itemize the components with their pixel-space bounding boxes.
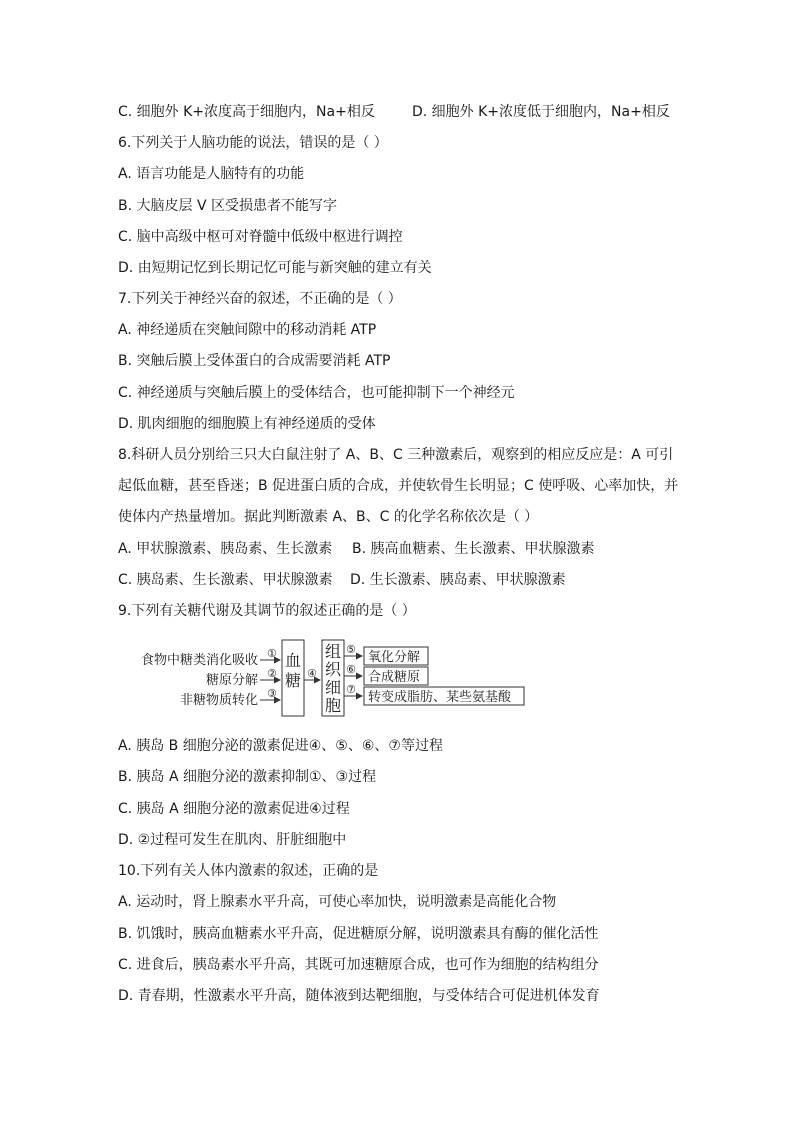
- q10-option-c: C. 进食后，胰岛素水平升高，其既可加速糖原合成，也可作为细胞的结构组分: [118, 957, 599, 973]
- q10-option-b: B. 饥饿时，胰高血糖素水平升高，促进糖原分解，说明激素具有酶的催化活性: [118, 926, 599, 942]
- q9-option-a: A. 胰岛 B 细胞分泌的激素促进④、⑤、⑥、⑦等过程: [118, 738, 443, 754]
- num-2: ②: [267, 667, 277, 680]
- q6-option-a: A. 语言功能是人脑特有的功能: [118, 166, 305, 182]
- q8-stem-line-1: 8.科研人员分别给三只大白鼠注射了 A、B、C 三种激素后，观察到的相应反应是：A 可引: [118, 447, 674, 463]
- output-glycogen: 合成糖原: [368, 670, 421, 685]
- blood-sugar-char-1: 血: [284, 651, 302, 670]
- source-gluconeogenesis: 非糖物质转化: [179, 693, 258, 708]
- source-digestion: 食物中糖类消化吸收: [140, 653, 258, 668]
- num-4: ④: [307, 667, 317, 680]
- num-6: ⑥: [346, 663, 356, 676]
- num-1: ①: [267, 647, 277, 660]
- num-3: ③: [267, 687, 277, 700]
- glucose-metabolism-diagram: [130, 636, 540, 720]
- q9-option-c: C. 胰岛 A 细胞分泌的激素促进④过程: [118, 801, 350, 817]
- q6-option-b: B. 大脑皮层 V 区受损患者不能写字: [118, 198, 337, 214]
- q7-option-a: A. 神经递质在突触间隙中的移动消耗 ATP: [118, 322, 377, 338]
- tissue-char-4: 胞: [324, 696, 342, 715]
- q10-option-d: D. 青春期，性激素水平升高，随体液到达靶细胞，与受体结合可促进机体发育: [118, 988, 600, 1004]
- q8-stem-line-2: 起低血糖，甚至昏迷；B 促进蛋白质的合成，并使软骨生长明显；C 使呼吸、心率加快，并: [118, 478, 679, 494]
- q6-option-c: C. 脑中高级中枢可对脊髓中低级中枢进行调控: [118, 229, 403, 245]
- output-oxidation: 氧化分解: [368, 650, 421, 665]
- q8-option-a: A. 甲状腺激素、胰岛素、生长激素: [118, 541, 333, 557]
- q8-stem-line-3: 使体内产热量增加。据此判断激素 A、B、C 的化学名称依次是（ ）: [118, 509, 539, 525]
- q8-option-c: C. 胰岛素、生长激素、甲状腺激素: [118, 572, 333, 588]
- q9-option-b: B. 胰岛 A 细胞分泌的激素抑制①、③过程: [118, 769, 377, 785]
- blood-sugar-char-2: 糖: [284, 671, 302, 690]
- q10-option-a: A. 运动时，肾上腺素水平升高，可使心率加快，说明激素是高能化合物: [118, 894, 557, 910]
- tissue-char-1: 组: [324, 642, 342, 661]
- q9-stem: 9.下列有关糖代谢及其调节的叙述正确的是（ ）: [118, 603, 416, 619]
- tissue-char-2: 织: [324, 660, 342, 679]
- q8-option-d: D. 生长激素、胰岛素、甲状腺激素: [350, 572, 566, 588]
- q5-option-d: D. 细胞外 K+浓度低于细胞内，Na+相反: [412, 104, 670, 120]
- q5-option-c: C. 细胞外 K+浓度高于细胞内，Na+相反: [118, 104, 375, 120]
- q6-stem: 6.下列关于人脑功能的说法，错误的是（ ）: [118, 135, 388, 151]
- source-glycogenolysis: 糖原分解: [205, 673, 258, 688]
- q6-option-d: D. 由短期记忆到长期记忆可能与新突触的建立有关: [118, 260, 432, 276]
- q10-stem: 10.下列有关人体内激素的叙述，正确的是: [118, 863, 379, 879]
- num-5: ⑤: [346, 643, 356, 656]
- q8-option-b: B. 胰高血糖素、生长激素、甲状腺激素: [352, 541, 595, 557]
- tissue-char-3: 细: [324, 678, 342, 697]
- q7-option-c: C. 神经递质与突触后膜上的受体结合，也可能抑制下一个神经元: [118, 385, 515, 401]
- num-7: ⑦: [346, 683, 356, 696]
- output-conversion: 转变成脂肪、某些氨基酸: [368, 690, 512, 705]
- q7-stem: 7.下列关于神经兴奋的叙述，不正确的是（ ）: [118, 291, 402, 307]
- q9-option-d: D. ②过程可发生在肌肉、肝脏细胞中: [118, 832, 347, 848]
- q7-option-b: B. 突触后膜上受体蛋白的合成需要消耗 ATP: [118, 353, 391, 369]
- q7-option-d: D. 肌肉细胞的细胞膜上有神经递质的受体: [118, 416, 376, 432]
